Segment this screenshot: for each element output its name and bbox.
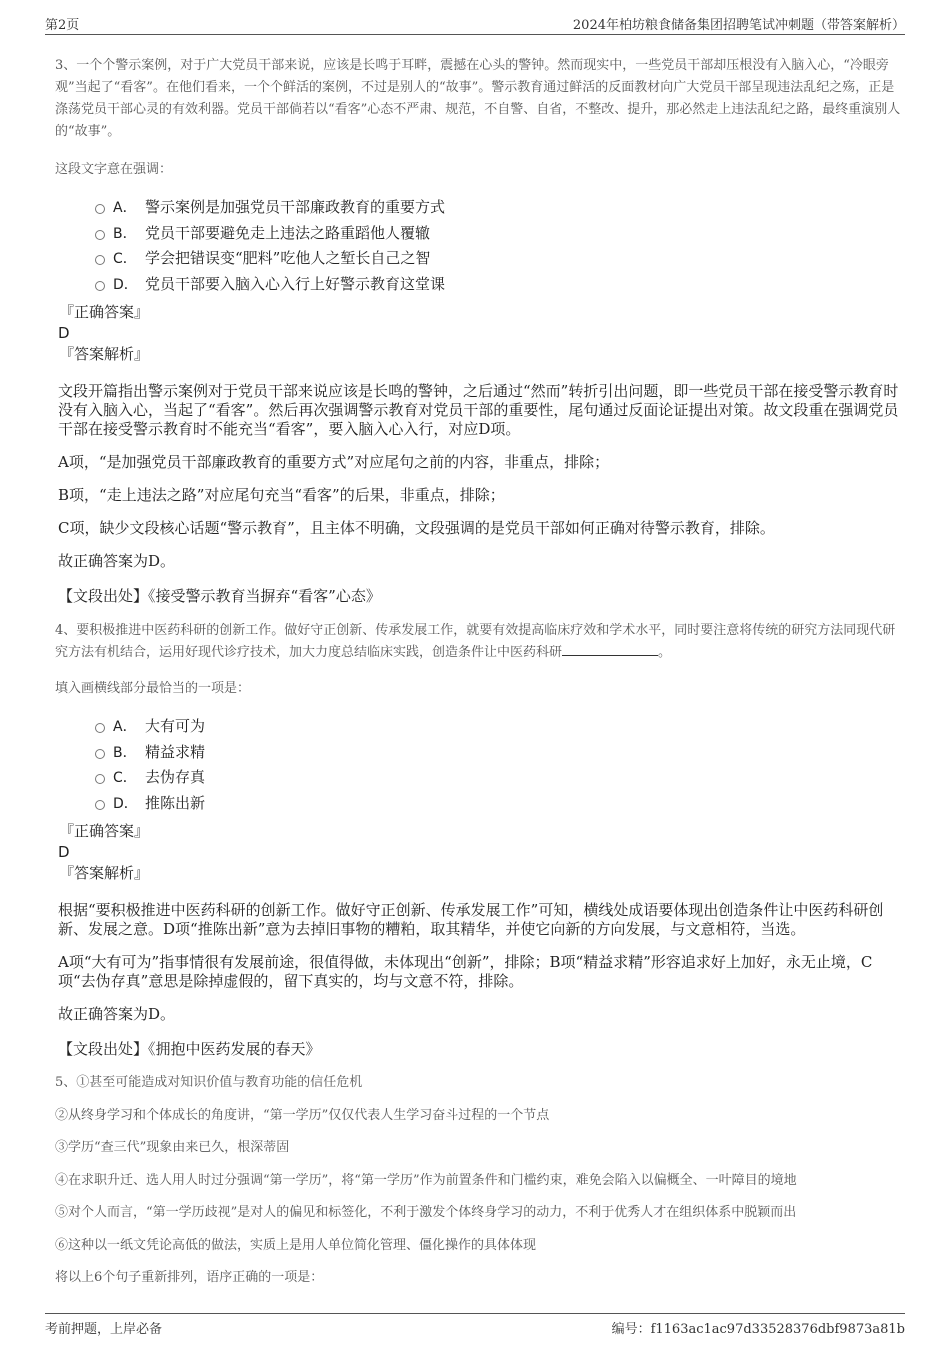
question-4 <box>55 620 905 1059</box>
analysis-label: 『答案解析』 <box>59 345 150 363</box>
analysis-conclusion: 故正确答案为D。 <box>58 552 176 570</box>
option-b[interactable]: B． 精益求精 <box>95 740 905 766</box>
radio-icon[interactable] <box>95 723 105 733</box>
question-5 <box>55 1073 905 1301</box>
source-citation: 【文段出处】《拥抱中医药发展的春天》 <box>58 1040 321 1058</box>
radio-icon[interactable] <box>95 749 105 759</box>
sentence-item: 5、①甚至可能造成对知识价值与教育功能的信任危机 <box>55 1075 363 1090</box>
analysis-conclusion: 故正确答案为D。 <box>58 1005 176 1023</box>
sentence-item: ⑥这种以一纸文凭论高低的做法，实质上是用人单位简化管理、僵化操作的具体体现 <box>55 1237 537 1253</box>
option-d[interactable]: D． 推陈出新 <box>95 791 905 817</box>
analysis-paragraph: B项，“走上违法之路”对应尾句充当“看客”的后果，非重点，排除； <box>58 486 505 504</box>
footer-slogan: 考前押题，上岸必备 <box>45 1322 163 1337</box>
question-3-text: 3、一个个警示案例，对于广大党员干部来说，应该是长鸣于耳畔，震撼在心头的警钟。然而现实中，一些党员干部却压根没有入脑入心，“冷眼旁观”当起了“看客”。在他们看来，一个个鲜活的案例，不过是别人的“故事”。警示教育通过鲜活的反面教材向广大党员干部呈现违法乱纪之殇，正是涤荡党员干部心灵的有效利器。党员干部倘若以“看客”心态不严肃、规范，不自警、自省，不整改、提升，那必然走上违法乱纪之路，最终重演别人的“故事”。 <box>55 58 901 139</box>
question-3-options <box>95 195 905 297</box>
question-4-options <box>95 714 905 816</box>
document-id: 编号：f1163ac1ac97d33528376dbf9873a81b <box>611 1322 905 1337</box>
analysis-paragraph: C项，缺少文段核心话题“警示教育”，且主体不明确，文段强调的是党员干部如何正确对待警示教育，排除。 <box>58 519 775 537</box>
sentence-item: ②从终身学习和个体成长的角度讲，“第一学历”仅仅代表人生学习奋斗过程的一个节点 <box>55 1107 550 1123</box>
page-number: 第2页 <box>45 18 80 33</box>
question-3-prompt: 这段文字意在强调： <box>55 162 173 177</box>
question-3 <box>55 55 905 606</box>
option-a[interactable]: A． 大有可为 <box>95 714 905 740</box>
analysis-paragraph: 根据“要积极推进中医药科研的创新工作。做好守正创新、传承发展工作”可知，横线处成语要体现出创造条件让中医药科研创新、发展之意。D项“推陈出新”意为去掉旧事物的糟粕，取其精华，并使它向新的方向发展，与文意相符，当选。 <box>58 901 884 938</box>
page-header <box>45 12 905 35</box>
option-b[interactable]: B． 党员干部要避免走上违法之路重蹈他人覆辙 <box>95 221 905 247</box>
question-4-text: 4、要积极推进中医药科研的创新工作。做好守正创新、传承发展工作，就要有效提高临床疗效和学术水平，同时要注意将传统的研究方法同现代研究方法有机结合，运用好现代诊疗技术，加大力度总结临床实践，创造条件让中医药科研 。 <box>55 623 896 660</box>
analysis-label: 『答案解析』 <box>59 864 150 882</box>
radio-icon[interactable] <box>95 281 105 291</box>
question-5-prompt: 将以上6个句子重新排列，语序正确的一项是： <box>55 1270 324 1285</box>
correct-answer: D <box>58 843 70 861</box>
page-footer <box>45 1313 905 1338</box>
question-4-prompt: 填入画横线部分最恰当的一项是： <box>55 681 251 696</box>
page-content <box>55 55 905 1301</box>
option-c[interactable]: C． 去伪存真 <box>95 765 905 791</box>
option-d[interactable]: D． 党员干部要入脑入心入行上好警示教育这堂课 <box>95 272 905 298</box>
radio-icon[interactable] <box>95 800 105 810</box>
sentence-item: ⑤对个人而言，“第一学历歧视”是对人的偏见和标签化，不利于激发个体终身学习的动力，不利于优秀人才在组织体系中脱颖而出 <box>55 1205 797 1220</box>
radio-icon[interactable] <box>95 774 105 784</box>
sentence-item: ④在求职升迁、选人用人时过分强调“第一学历”，将“第一学历”作为前置条件和门槛约束，难免会陷入以偏概全、一叶障目的境地 <box>55 1172 797 1188</box>
fill-blank-line <box>562 643 658 656</box>
answer-analysis <box>58 382 905 571</box>
radio-icon[interactable] <box>95 255 105 265</box>
option-c[interactable]: C． 学会把错误变“肥料”吃他人之堑长自己之智 <box>95 246 905 272</box>
correct-answer-label: 『正确答案』 <box>59 822 150 840</box>
sentence-item: ③学历“查三代”现象由来已久，根深蒂固 <box>55 1140 290 1155</box>
analysis-paragraph: A项“大有可为”指事情很有发展前途，很值得做，未体现出“创新”，排除；B项“精益求精”形容追求好上加好，永无止境，C项“去伪存真”意思是除掉虚假的，留下真实的，均与文意不符，排除。 <box>58 953 873 990</box>
source-citation: 【文段出处】《接受警示教育当摒弃“看客”心态》 <box>58 587 381 605</box>
radio-icon[interactable] <box>95 230 105 240</box>
analysis-paragraph: A项，“是加强党员干部廉政教育的重要方式”对应尾句之前的内容，非重点，排除； <box>58 453 610 471</box>
document-title: 2024年柏坊粮食储备集团招聘笔试冲刺题（带答案解析） <box>572 18 905 33</box>
option-a[interactable]: A． 警示案例是加强党员干部廉政教育的重要方式 <box>95 195 905 221</box>
correct-answer: D <box>58 324 70 342</box>
answer-analysis <box>58 901 905 1024</box>
correct-answer-label: 『正确答案』 <box>59 303 150 321</box>
radio-icon[interactable] <box>95 204 105 214</box>
analysis-paragraph: 文段开篇指出警示案例对于党员干部来说应该是长鸣的警钟，之后通过“然而”转折引出问题，即一些党员干部在接受警示教育时没有入脑入心，当起了“看客”。然后再次强调警示教育对党员干部的重要性，尾句通过反面论证提出对策。故文段重在强调党员干部在接受警示教育时不能充当“看客”，要入脑入心入行，对应D项。 <box>58 382 899 438</box>
